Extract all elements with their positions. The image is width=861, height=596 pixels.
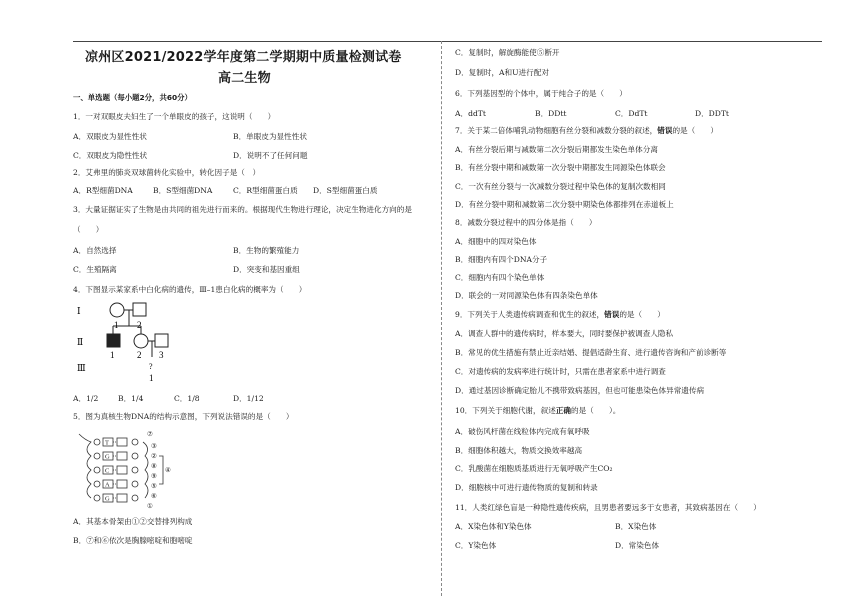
pedigree-female-i1 — [110, 303, 124, 317]
section-heading: 一、单选题（每小题2分，共60分） — [73, 93, 192, 102]
q9-stem-tail: 的是（ ） — [619, 310, 665, 319]
q8-stem: 8．减数分裂过程中的四分体是指（ ） — [455, 218, 597, 227]
q4-stem: 4．下图显示某家系中白化病的遗传，Ⅲ–1患白化病的概率为（ ） — [73, 285, 307, 294]
pedigree-chart — [73, 297, 203, 387]
pedigree-male-ii3 — [155, 334, 168, 347]
q10-option-d: D．细胞核中可进行遗传物质的复制和转录 — [455, 483, 598, 492]
q7-stem-tail: 的是（ ） — [672, 126, 719, 135]
dna-mark-9: ⑨ — [151, 473, 157, 480]
q11-option-b: B．X染色体 — [615, 522, 657, 531]
pedigree-ii1-number: 1 — [110, 350, 115, 360]
dna-mark-3: ③ — [151, 443, 157, 450]
column-divider — [441, 41, 442, 596]
q9-stem-text: 9．下列关于人类遗传病调查和优生的叙述， — [455, 310, 605, 319]
q11-option-a: A．X染色体和Y染色体 — [455, 522, 532, 531]
pedigree-female-ii2 — [134, 334, 148, 348]
pedigree-gen1-label: Ⅰ — [77, 306, 81, 316]
q6-option-b: B．DDtt — [535, 109, 567, 118]
q9-option-b: B．常见的优生措施有禁止近亲结婚、提倡适龄生育、进行遗传咨询和产前诊断等 — [455, 348, 727, 357]
q3-option-d: D．突变和基因重组 — [233, 265, 300, 274]
q8-option-c: C．细胞内有四个染色单体 — [455, 273, 545, 282]
q3-option-c: C．生殖隔离 — [73, 265, 117, 274]
q2-option-c: C．R型细菌蛋白质 — [233, 186, 298, 195]
dna-mark-5: ⑤ — [151, 483, 157, 490]
q5-option-d: D．复制时，A和U进行配对 — [455, 68, 549, 77]
pedigree-gen3-label: Ⅲ — [77, 363, 86, 373]
exam-subtitle: 高二生物 — [218, 71, 271, 86]
dna-mark-7: ⑦ — [147, 431, 153, 438]
pedigree-i1-number: 1 — [114, 320, 119, 330]
pedigree-i2-number: 2 — [137, 320, 142, 330]
q3-stem: 3．大量证据证实了生物是由共同的祖先进行而来的。根据现代生物进行理论，决定生物进化方向的是 — [73, 205, 412, 214]
q8-option-a: A．细胞中的四对染色体 — [455, 237, 537, 246]
q9-stem-emphasis: 错误 — [604, 310, 620, 319]
q7-option-b: B．有丝分裂中期和减数第一次分裂中期都发生同源染色体联会 — [455, 163, 666, 172]
q4-option-d: D．1/12 — [233, 394, 264, 403]
dna-base-1: T — [105, 439, 109, 447]
pedigree-ii2-number: 2 — [137, 350, 142, 360]
q4-option-c: C．1/8 — [174, 394, 200, 403]
q5-option-c: C．复制时，解旋酶能使⑤断开 — [455, 48, 560, 57]
pedigree-gen2-label: Ⅱ — [77, 337, 84, 347]
dna-mark-1: ① — [147, 503, 153, 510]
q3-option-a: A．自然选择 — [73, 246, 117, 255]
q6-option-a: A．ddTt — [455, 109, 486, 118]
dna-base-5: G — [105, 495, 110, 503]
q1-option-c: C．双眼皮为隐性性状 — [73, 151, 148, 160]
q8-option-d: D．联会的一对同源染色体有四条染色单体 — [455, 291, 598, 300]
dna-mark-8: ⑧ — [151, 463, 157, 470]
q10-stem-emphasis: 正确 — [555, 406, 571, 415]
dna-mark-2: ② — [151, 453, 157, 460]
dna-mark-4: ④ — [165, 467, 171, 474]
q9-option-a: A．调查人群中的遗传病时，样本要大，同时要保护被调查人隐私 — [455, 329, 674, 338]
q2-option-b: B．S型细菌DNA — [153, 186, 213, 195]
pedigree-affected-male-ii1 — [107, 334, 120, 347]
q6-option-d: D．DDTt — [695, 109, 729, 118]
q2-option-a: A．R型细菌DNA — [73, 186, 133, 195]
q3-stem-cont: （ ） — [73, 225, 104, 234]
dna-base-3: C — [105, 467, 110, 475]
q1-option-b: B．单眼皮为显性性状 — [233, 132, 307, 141]
pedigree-ii3-number: 3 — [159, 350, 164, 360]
q1-stem: 1．一对双眼皮夫妇生了一个单眼皮的孩子，这说明（ ） — [73, 112, 276, 121]
q10-stem-text: 10．下列关于细胞代谢，叙述 — [455, 406, 556, 415]
q4-option-b: B．1/4 — [118, 394, 144, 403]
pedigree-unknown-mark: ? — [149, 362, 153, 371]
q5-option-a: A．其基本骨架由①②交替排列构成 — [73, 517, 193, 526]
q9-stem — [455, 311, 665, 319]
q1-option-a: A．双眼皮为显性性状 — [73, 132, 147, 141]
exam-title: 凉州区2021/2022学年度第二学期期中质量检测试卷 — [85, 50, 402, 65]
q1-option-d: D．说明不了任何问题 — [233, 151, 308, 160]
q9-option-d: D．通过基因诊断确定胎儿不携带致病基因，但也可能患染色体异常遗传病 — [455, 386, 705, 395]
q7-stem-text: 7．关于某二倍体哺乳动物细胞有丝分裂和减数分裂的叙述， — [455, 126, 658, 135]
pedigree-male-i2 — [133, 303, 146, 316]
q3-option-b: B．生物的繁殖能力 — [233, 246, 300, 255]
q10-option-b: B．细胞体积越大，物质交换效率越高 — [455, 446, 583, 455]
dna-structure-diagram — [73, 428, 183, 510]
q2-stem: 2．艾弗里的肺炎双球菌转化实验中，转化因子是（ ） — [73, 168, 261, 177]
q7-stem — [455, 127, 718, 135]
q7-option-c: C．一次有丝分裂与一次减数分裂过程中染色体的复制次数相同 — [455, 182, 666, 191]
q7-option-a: A．有丝分裂后期与减数第二次分裂后期都发生染色单体分离 — [455, 145, 658, 154]
q11-option-c: C．Y染色体 — [455, 541, 497, 550]
dna-base-4: A — [105, 481, 110, 489]
q10-stem-tail: 的是（ ）。 — [570, 406, 621, 415]
dna-mark-6: ⑥ — [151, 493, 157, 500]
q6-option-c: C．DdTt — [615, 109, 648, 118]
q9-option-c: C．对遗传病的发病率进行统计时，只需在患者家系中进行调查 — [455, 367, 666, 376]
q10-option-c: C．乳酸菌在细胞质基质进行无氧呼吸产生CO₂ — [455, 464, 613, 473]
pedigree-iii1-number: 1 — [149, 373, 154, 383]
q8-option-b: B．细胞内有四个DNA分子 — [455, 255, 548, 264]
q2-option-d: D．S型细菌蛋白质 — [313, 186, 378, 195]
q7-option-d: D．有丝分裂中期和减数第二次分裂中期染色体都排列在赤道板上 — [455, 200, 674, 209]
q10-stem — [455, 407, 620, 415]
q11-option-d: D．常染色体 — [615, 541, 660, 550]
q11-stem: 11．人类红绿色盲是一种隐性遗传疾病，且男患者要远多于女患者，其致病基因在（ ） — [455, 503, 761, 512]
dna-base-2: G — [105, 453, 110, 461]
q5-stem: 5．图为真核生物DNA的结构示意图，下列说法错误的是（ ） — [73, 412, 294, 421]
q7-stem-emphasis: 错误 — [657, 126, 673, 135]
q6-stem: 6．下列基因型的个体中，属于纯合子的是（ ） — [455, 89, 627, 98]
q10-option-a: A．破伤风杆菌在线粒体内完成有氧呼吸 — [455, 427, 590, 436]
q5-option-b: B．⑦和⑥依次是胸腺嘧啶和胞嘧啶 — [73, 536, 193, 545]
q4-option-a: A．1/2 — [73, 394, 99, 403]
header-rule — [73, 41, 822, 42]
